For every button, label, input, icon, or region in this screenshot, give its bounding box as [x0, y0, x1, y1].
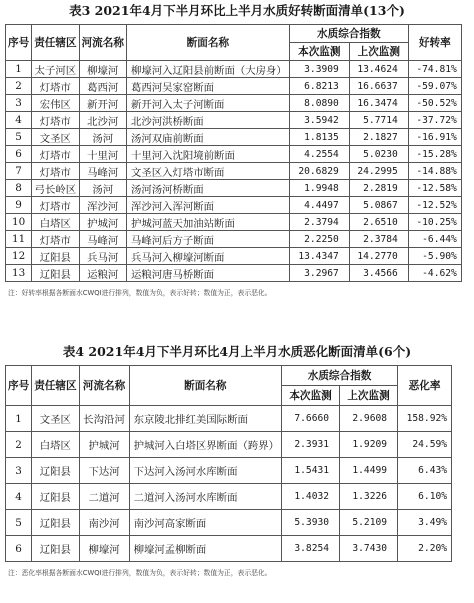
- cell-seq: 2: [6, 432, 32, 458]
- col-header-section: 断面名称: [126, 25, 289, 61]
- cell-seq: 8: [6, 180, 32, 197]
- cell-seq: 5: [6, 129, 32, 146]
- cell-section: 汤河双庙前断面: [126, 129, 289, 146]
- col-header-current: 本次监测: [282, 386, 340, 406]
- cell-seq: 5: [6, 510, 32, 536]
- cell-river: 葛西河: [79, 78, 126, 95]
- cell-rate: 3.49%: [398, 510, 452, 536]
- cell-river: 马峰河: [79, 231, 126, 248]
- cell-district: 灯塔市: [32, 231, 79, 248]
- cell-section: 二道河入汤河水库断面: [129, 484, 281, 510]
- cell-district: 灯塔市: [32, 78, 79, 95]
- cell-current: 8.0890: [289, 95, 349, 112]
- cell-current: 3.8254: [282, 536, 340, 562]
- cell-previous: 5.7714: [349, 112, 408, 129]
- cell-seq: 2: [6, 78, 32, 95]
- table-row: [6, 484, 452, 510]
- cell-seq: 4: [6, 484, 32, 510]
- cell-section: 兵马河入柳壕河断面: [126, 248, 289, 265]
- cell-district: 太子河区: [32, 61, 79, 78]
- cell-rate: -74.81%: [408, 61, 461, 78]
- table-row: [6, 146, 462, 163]
- cell-rate: 24.59%: [398, 432, 452, 458]
- table-row: [6, 248, 462, 265]
- cell-previous: 1.3226: [340, 484, 398, 510]
- cell-seq: 11: [6, 231, 32, 248]
- col-header-previous: 上次监测: [340, 386, 398, 406]
- table-row: [6, 129, 462, 146]
- table-row: [6, 78, 462, 95]
- cell-current: 1.5431: [282, 458, 340, 484]
- col-header-previous: 上次监测: [349, 43, 408, 61]
- cell-district: 灯塔市: [32, 163, 79, 180]
- col-header-district: 责任辖区: [32, 366, 79, 406]
- cell-rate: -14.88%: [408, 163, 461, 180]
- table4-section: [0, 341, 474, 577]
- cell-section: 新开河入太子河断面: [126, 95, 289, 112]
- cell-section: 护城河蓝天加油站断面: [126, 214, 289, 231]
- cell-section: 柳壕河孟柳断面: [129, 536, 281, 562]
- cell-current: 20.6829: [289, 163, 349, 180]
- col-header-index-group: 水质综合指数: [282, 366, 398, 386]
- cell-river: 南沙河: [79, 510, 129, 536]
- cell-previous: 2.1827: [349, 129, 408, 146]
- table-row: [6, 458, 452, 484]
- cell-previous: 16.6637: [349, 78, 408, 95]
- cell-district: 辽阳县: [32, 265, 79, 282]
- cell-previous: 5.0867: [349, 197, 408, 214]
- cell-previous: 2.2819: [349, 180, 408, 197]
- col-header-rate: 恶化率: [398, 366, 452, 406]
- cell-district: 辽阳县: [32, 248, 79, 265]
- cell-seq: 1: [6, 406, 32, 432]
- cell-current: 3.3909: [289, 61, 349, 78]
- cell-current: 1.9948: [289, 180, 349, 197]
- cell-previous: 5.2109: [340, 510, 398, 536]
- cell-rate: -6.44%: [408, 231, 461, 248]
- cell-section: 文圣区入灯塔市断面: [126, 163, 289, 180]
- table-row: [6, 61, 462, 78]
- cell-current: 4.4497: [289, 197, 349, 214]
- cell-district: 灯塔市: [32, 146, 79, 163]
- cell-river: 汤河: [79, 180, 126, 197]
- cell-previous: 2.3784: [349, 231, 408, 248]
- cell-current: 2.3794: [289, 214, 349, 231]
- cell-river: 柳壕河: [79, 61, 126, 78]
- col-header-index-group: 水质综合指数: [289, 25, 408, 43]
- cell-rate: -10.25%: [408, 214, 461, 231]
- table-row: [6, 265, 462, 282]
- table4: [5, 365, 452, 562]
- table-row: [6, 197, 462, 214]
- cell-previous: 5.0230: [349, 146, 408, 163]
- cell-seq: 13: [6, 265, 32, 282]
- table-row: [6, 231, 462, 248]
- cell-district: 弓长岭区: [32, 180, 79, 197]
- cell-rate: -50.52%: [408, 95, 461, 112]
- cell-seq: 4: [6, 112, 32, 129]
- cell-current: 3.5942: [289, 112, 349, 129]
- cell-district: 辽阳县: [32, 536, 79, 562]
- col-header-river: 河流名称: [79, 366, 129, 406]
- table-row: [6, 95, 462, 112]
- table3-note: 注：好转率根据各断面水CWQI进行排列，数值为负，表示好转；数值为正，表示恶化。: [8, 289, 272, 297]
- cell-previous: 1.9209: [340, 432, 398, 458]
- cell-river: 十里河: [79, 146, 126, 163]
- cell-seq: 10: [6, 214, 32, 231]
- cell-rate: 2.20%: [398, 536, 452, 562]
- cell-river: 柳壕河: [79, 536, 129, 562]
- cell-rate: -59.07%: [408, 78, 461, 95]
- cell-rate: 6.10%: [398, 484, 452, 510]
- cell-section: 下达河入汤河水库断面: [129, 458, 281, 484]
- cell-rate: 158.92%: [398, 406, 452, 432]
- cell-previous: 3.7430: [340, 536, 398, 562]
- cell-seq: 3: [6, 458, 32, 484]
- cell-seq: 7: [6, 163, 32, 180]
- cell-rate: -4.62%: [408, 265, 461, 282]
- cell-river: 北沙河: [79, 112, 126, 129]
- cell-previous: 1.4499: [340, 458, 398, 484]
- table-row: [6, 180, 462, 197]
- cell-current: 2.2250: [289, 231, 349, 248]
- cell-district: 文圣区: [32, 129, 79, 146]
- cell-district: 辽阳县: [32, 510, 79, 536]
- cell-seq: 12: [6, 248, 32, 265]
- cell-current: 5.3930: [282, 510, 340, 536]
- cell-current: 7.6660: [282, 406, 340, 432]
- col-header-river: 河流名称: [79, 25, 126, 61]
- table-row: [6, 432, 452, 458]
- cell-rate: -37.72%: [408, 112, 461, 129]
- cell-current: 6.8213: [289, 78, 349, 95]
- cell-river: 新开河: [79, 95, 126, 112]
- table-row: [6, 510, 452, 536]
- cell-district: 辽阳县: [32, 458, 79, 484]
- cell-river: 长沟沿河: [79, 406, 129, 432]
- cell-section: 运粮河唐马桥断面: [126, 265, 289, 282]
- table3-section: [0, 0, 474, 297]
- cell-district: 辽阳县: [32, 484, 79, 510]
- cell-district: 灯塔市: [32, 112, 79, 129]
- cell-section: 十里河入沈阳境前断面: [126, 146, 289, 163]
- col-header-rate: 好转率: [408, 25, 461, 61]
- cell-section: 葛西河吴家窑断面: [126, 78, 289, 95]
- cell-river: 二道河: [79, 484, 129, 510]
- table4-body: [6, 406, 452, 562]
- cell-seq: 1: [6, 61, 32, 78]
- cell-current: 4.2554: [289, 146, 349, 163]
- table-row: [6, 214, 462, 231]
- col-header-seq: 序号: [6, 366, 32, 406]
- cell-river: 运粮河: [79, 265, 126, 282]
- cell-previous: 2.9608: [340, 406, 398, 432]
- cell-river: 马峰河: [79, 163, 126, 180]
- cell-seq: 6: [6, 146, 32, 163]
- table4-header-row-1: [6, 366, 452, 386]
- table4-note: 注：恶化率根据各断面水CWQI进行排列，数值为负，表示好转；数值为正，表示恶化。: [8, 569, 272, 577]
- cell-section: 汤河汤河桥断面: [126, 180, 289, 197]
- col-header-section: 断面名称: [129, 366, 281, 406]
- cell-rate: 6.43%: [398, 458, 452, 484]
- cell-river: 护城河: [79, 432, 129, 458]
- table3-body: [6, 61, 462, 282]
- cell-section: 护城河入白塔区界断面（跨界）: [129, 432, 281, 458]
- cell-current: 3.2967: [289, 265, 349, 282]
- cell-previous: 3.4566: [349, 265, 408, 282]
- cell-rate: -5.90%: [408, 248, 461, 265]
- cell-district: 文圣区: [32, 406, 79, 432]
- table-row: [6, 536, 452, 562]
- table-row: [6, 406, 452, 432]
- table-row: [6, 112, 462, 129]
- cell-district: 白塔区: [32, 432, 79, 458]
- cell-current: 2.3931: [282, 432, 340, 458]
- cell-section: 东京陵北排红美国际断面: [129, 406, 281, 432]
- cell-previous: 13.4624: [349, 61, 408, 78]
- cell-district: 宏伟区: [32, 95, 79, 112]
- cell-river: 汤河: [79, 129, 126, 146]
- table3-title: 表3 2021年4月下半月环比上半月水质好转断面清单(13个): [69, 3, 405, 18]
- cell-current: 1.4032: [282, 484, 340, 510]
- cell-previous: 14.2770: [349, 248, 408, 265]
- cell-current: 13.4347: [289, 248, 349, 265]
- col-header-current: 本次监测: [289, 43, 349, 61]
- cell-previous: 2.6510: [349, 214, 408, 231]
- cell-river: 浑沙河: [79, 197, 126, 214]
- cell-seq: 3: [6, 95, 32, 112]
- cell-rate: -12.58%: [408, 180, 461, 197]
- cell-rate: -16.91%: [408, 129, 461, 146]
- cell-district: 白塔区: [32, 214, 79, 231]
- cell-section: 柳壕河入辽阳县前断面（大房身）: [126, 61, 289, 78]
- cell-seq: 6: [6, 536, 32, 562]
- cell-previous: 24.2995: [349, 163, 408, 180]
- cell-section: 北沙河洪桥断面: [126, 112, 289, 129]
- cell-rate: -15.28%: [408, 146, 461, 163]
- table3-header-row-1: [6, 25, 462, 43]
- cell-section: 浑沙河入浑河断面: [126, 197, 289, 214]
- cell-river: 兵马河: [79, 248, 126, 265]
- table4-title: 表4 2021年4月下半月环比4月上半月水质恶化断面清单(6个): [62, 344, 412, 359]
- col-header-seq: 序号: [6, 25, 32, 61]
- table3: [5, 24, 462, 282]
- cell-river: 护城河: [79, 214, 126, 231]
- cell-seq: 9: [6, 197, 32, 214]
- cell-previous: 16.3474: [349, 95, 408, 112]
- cell-district: 灯塔市: [32, 197, 79, 214]
- cell-section: 马峰河后方子断面: [126, 231, 289, 248]
- cell-section: 南沙河高家断面: [129, 510, 281, 536]
- cell-rate: -12.52%: [408, 197, 461, 214]
- cell-river: 下达河: [79, 458, 129, 484]
- table-row: [6, 163, 462, 180]
- col-header-district: 责任辖区: [32, 25, 79, 61]
- cell-current: 1.8135: [289, 129, 349, 146]
